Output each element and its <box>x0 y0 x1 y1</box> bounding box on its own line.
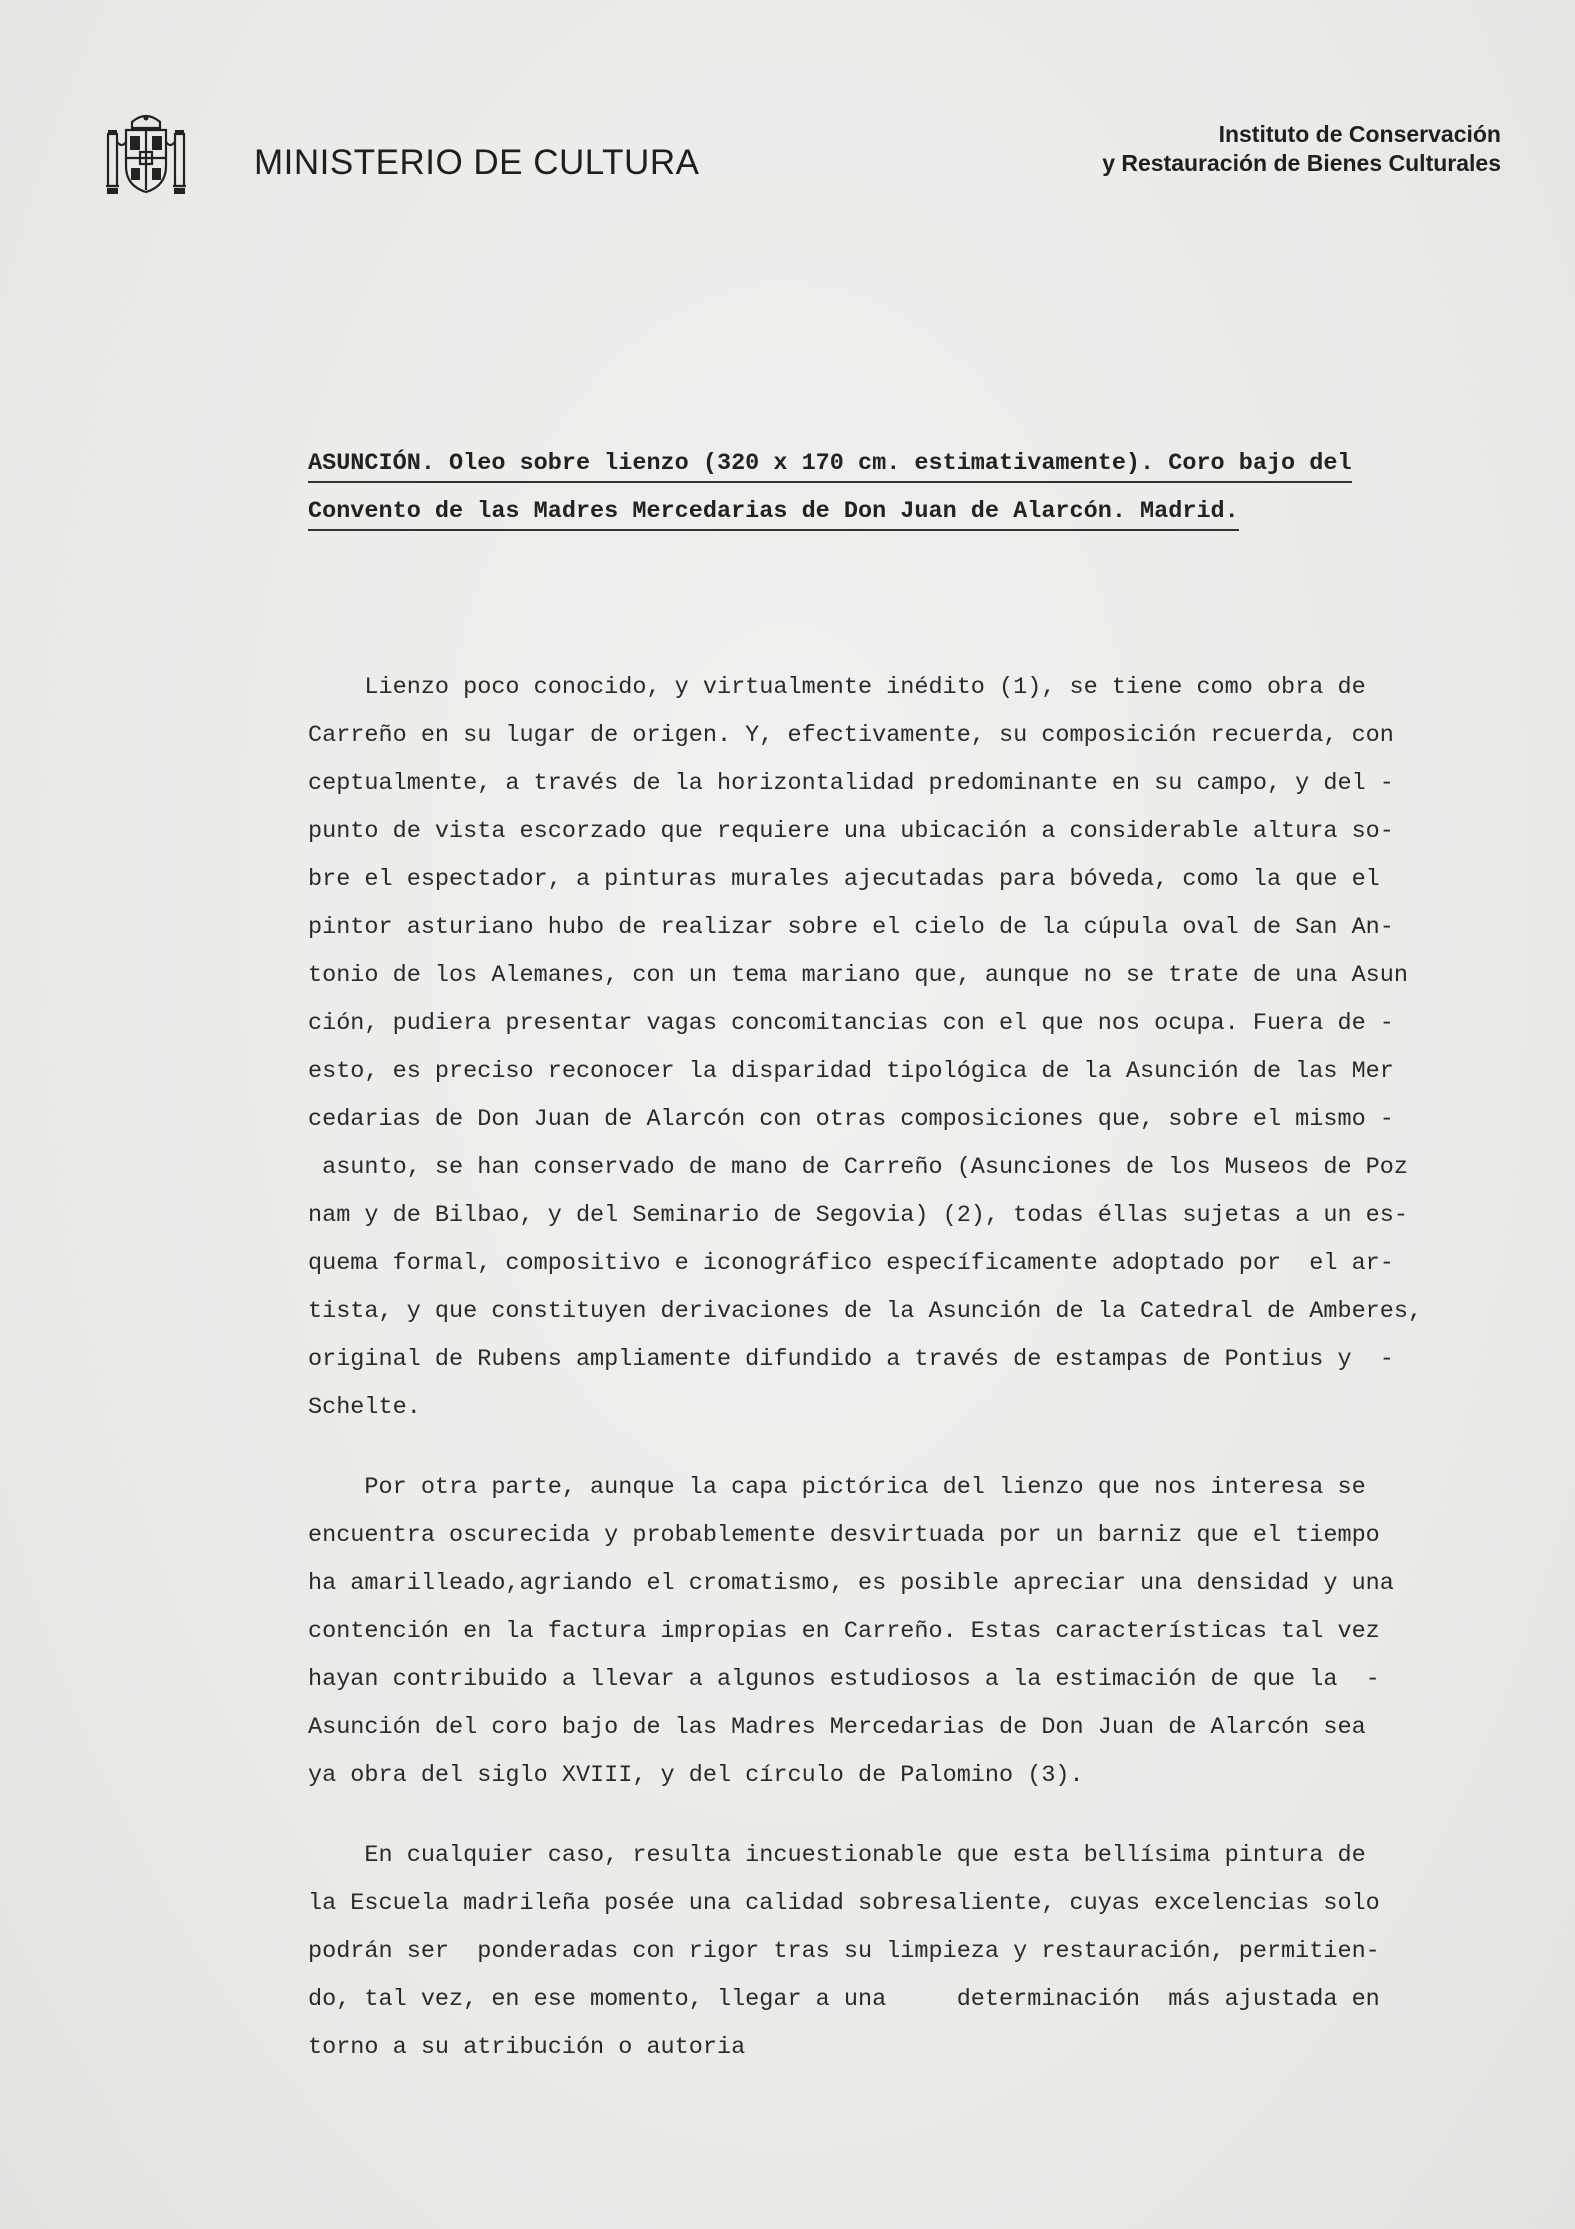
ministry-name: MINISTERIO DE CULTURA <box>254 143 700 182</box>
paragraph-line: podrán ser ponderadas con rigor tras su limpieza y restauración, permitien- <box>308 1938 1380 1965</box>
paragraph-line: cedarias de Don Juan de Alarcón con otras composiciones que, sobre el mismo - <box>308 1106 1394 1133</box>
paragraph-line: punto de vista escorzado que requiere una ubicación a considerable altura so- <box>308 818 1394 845</box>
institute-name <box>1102 120 1501 178</box>
paragraph-line: Schelte. <box>308 1394 421 1421</box>
paragraph-line: ya obra del siglo XVIII, y del círculo de Palomino (3). <box>308 1762 1084 1789</box>
paragraph-line: Lienzo poco conocido, y virtualmente inédito (1), se tiene como obra de <box>308 674 1366 701</box>
document-body <box>308 664 1548 2104</box>
paragraph-line: la Escuela madrileña posée una calidad sobresaliente, cuyas excelencias solo <box>308 1890 1380 1917</box>
paragraph-line: do, tal vez, en ese momento, llegar a una determinación más ajustada en <box>308 1986 1380 2013</box>
paragraph-line: asunto, se han conservado de mano de Carreño (Asunciones de los Museos de Poz <box>308 1154 1408 1181</box>
paragraph-line: quema formal, compositivo e iconográfico específicamente adoptado por el ar- <box>308 1250 1394 1277</box>
paragraph-line: nam y de Bilbao, y del Seminario de Segovia) (2), todas éllas sujetas a un es- <box>308 1202 1408 1229</box>
paragraph-line: ción, pudiera presentar vagas concomitancias con el que nos ocupa. Fuera de - <box>308 1010 1394 1037</box>
paragraph <box>308 1832 1548 2072</box>
paragraph-line: contención en la factura impropias en Carreño. Estas características tal vez <box>308 1618 1380 1645</box>
paragraph <box>308 1464 1548 1800</box>
institute-line-2: y Restauración de Bienes Culturales <box>1102 150 1501 176</box>
paragraph-line: Asunción del coro bajo de las Madres Mercedarias de Don Juan de Alarcón sea <box>308 1714 1366 1741</box>
paragraph-line: esto, es preciso reconocer la disparidad tipológica de la Asunción de las Mer <box>308 1058 1394 1085</box>
paragraph-line: Por otra parte, aunque la capa pictórica del lienzo que nos interesa se <box>308 1474 1366 1501</box>
paragraph <box>308 664 1548 1432</box>
coat-of-arms-icon <box>104 112 188 198</box>
paragraph-line: bre el espectador, a pinturas murales ajecutadas para bóveda, como la que el <box>308 866 1380 893</box>
paragraph-line: hayan contribuido a llevar a algunos estudiosos a la estimación de que la - <box>308 1666 1380 1693</box>
paragraph-line: ceptualmente, a través de la horizontalidad predominante en su campo, y del - <box>308 770 1394 797</box>
paragraph-line: tista, y que constituyen derivaciones de la Asunción de la Catedral de Amberes, <box>308 1298 1423 1325</box>
paragraph-line: Carreño en su lugar de origen. Y, efectivamente, su composición recuerda, con <box>308 722 1394 749</box>
title-line: Convento de las Madres Mercedarias de Don Juan de Alarcón. Madrid. <box>308 494 1488 542</box>
paragraph-line: En cualquier caso, resulta incuestionable que esta bellísima pintura de <box>308 1842 1366 1869</box>
title-line: ASUNCIÓN. Oleo sobre lienzo (320 x 170 cm. estimativamente). Coro bajo del <box>308 446 1488 494</box>
institute-line-1: Instituto de Conservación <box>1218 121 1501 147</box>
paragraph-line: original de Rubens ampliamente difundido a través de estampas de Pontius y - <box>308 1346 1394 1373</box>
document-title <box>308 446 1488 542</box>
paragraph-line: tonio de los Alemanes, con un tema mariano que, aunque no se trate de una Asun <box>308 962 1408 989</box>
paragraph-line: torno a su atribución o autoria <box>308 2034 746 2061</box>
paragraph-line: encuentra oscurecida y probablemente desvirtuada por un barniz que el tiempo <box>308 1522 1380 1549</box>
paragraph-line: pintor asturiano hubo de realizar sobre el cielo de la cúpula oval de San An- <box>308 914 1394 941</box>
paragraph-line: ha amarilleado,agriando el cromatismo, es posible apreciar una densidad y una <box>308 1570 1394 1597</box>
